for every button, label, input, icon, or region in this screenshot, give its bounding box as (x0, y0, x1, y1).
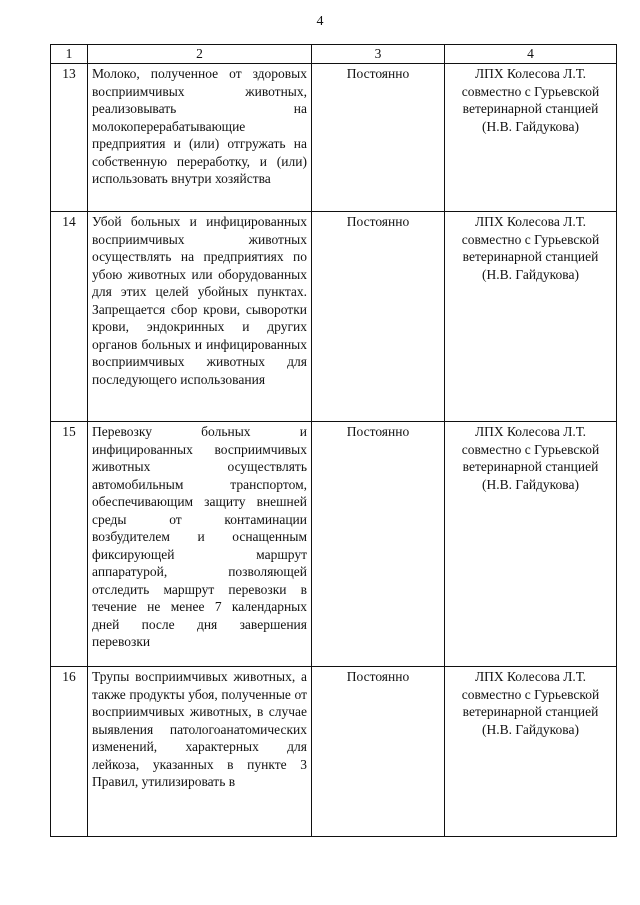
table-row (51, 212, 617, 422)
row-term: Постоянно (312, 64, 445, 212)
row-term: Постоянно (312, 212, 445, 422)
row-responsible: ЛПХ Колесова Л.Т. совместно с Гурьевской ветеринарной станцией (Н.В. Гайдукова) (445, 667, 617, 837)
header-cell-1: 1 (51, 45, 88, 64)
row-number: 16 (51, 667, 88, 837)
row-action: Убой больных и инфицированных восприимчивых животных осуществлять на предприятиях по убою животных или оборудованных для этих целей убойных пунктах. Запрещается сбор крови, сыворотки крови, эндокринных и других органов больных и инфицированных восприимчивых животных для последующего использования (88, 212, 312, 422)
row-action: Молоко, полученное от здоровых восприимчивых животных, реализовывать на молокоперерабатывающие предприятия и (или) отгружать на собственную переработку, и (или) использовать внутри хозяйства (88, 64, 312, 212)
row-number: 15 (51, 422, 88, 667)
header-cell-4: 4 (445, 45, 617, 64)
row-number: 13 (51, 64, 88, 212)
row-action: Трупы восприимчивых животных, а также продукты убоя, полученные от восприимчивых животных, в случае выявления патологоанатомических изменений, характерных для лейкоза, указанных в пункте 3 Правил, утилизировать в (88, 667, 312, 837)
table-header-row (51, 45, 617, 64)
page-number: 4 (316, 14, 324, 29)
header-cell-3: 3 (312, 45, 445, 64)
header-cell-2: 2 (88, 45, 312, 64)
row-term: Постоянно (312, 422, 445, 667)
row-responsible: ЛПХ Колесова Л.Т. совместно с Гурьевской ветеринарной станцией (Н.В. Гайдукова) (445, 64, 617, 212)
table-row (51, 64, 617, 212)
table-row (51, 667, 617, 837)
measures-table (50, 44, 617, 837)
row-term: Постоянно (312, 667, 445, 837)
row-action: Перевозку больных и инфицированных восприимчивых животных осуществлять автомобильным транспортом, обеспечивающим защиту внешней среды от контаминации возбудителем и оснащенным фиксирующей маршрут аппаратурой, позволяющей отследить маршрут перевозки в течение не менее 7 календарных дней после дня завершения перевозки (88, 422, 312, 667)
row-responsible: ЛПХ Колесова Л.Т. совместно с Гурьевской ветеринарной станцией (Н.В. Гайдукова) (445, 422, 617, 667)
table-row (51, 422, 617, 667)
row-responsible: ЛПХ Колесова Л.Т. совместно с Гурьевской ветеринарной станцией (Н.В. Гайдукова) (445, 212, 617, 422)
row-number: 14 (51, 212, 88, 422)
